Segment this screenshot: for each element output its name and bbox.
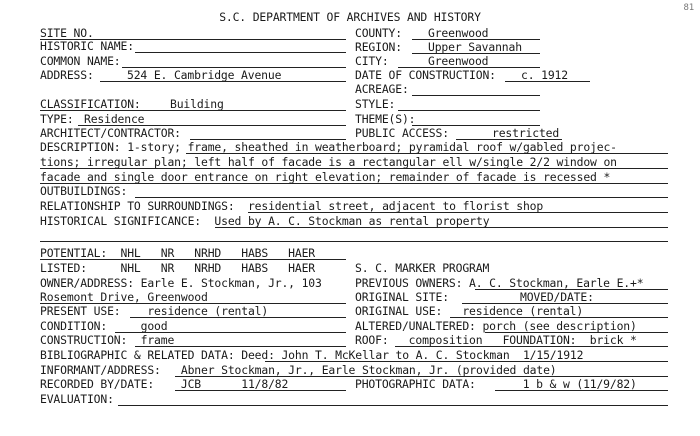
address-value: 524 E. Cambridge Avenue bbox=[127, 68, 282, 82]
address-underline bbox=[100, 81, 346, 82]
outbuildings-underline bbox=[135, 197, 668, 198]
county-value: Greenwood bbox=[428, 26, 489, 40]
condition-line: CONDITION: good bbox=[40, 319, 168, 333]
common-name-label: COMMON NAME: bbox=[40, 54, 121, 68]
description-line-1: DESCRIPTION: 1-story; frame, sheathed in weatherboard; pyramidal roof w/gabled projec- bbox=[40, 140, 617, 154]
classification-underline bbox=[40, 110, 346, 111]
present-use-underline bbox=[130, 317, 346, 318]
owner-address-line-2: Rosemont Drive, Greenwood bbox=[40, 290, 208, 304]
altered-line: ALTERED/UNALTERED: porch (see description) bbox=[355, 319, 637, 333]
listed-line: LISTED: NHL NR NRHD HABS HAER bbox=[40, 261, 316, 275]
description-underline-1 bbox=[186, 153, 668, 154]
site-no-label: SITE NO. bbox=[40, 26, 94, 40]
acreage-label: ACREAGE: bbox=[355, 82, 409, 96]
informant-line: INFORMANT/ADDRESS: Abner Stockman, Jr., Earle Stockman, Jr. (provided date) bbox=[40, 363, 557, 377]
potential-line: POTENTIAL: NHL NR NRHD HABS HAER bbox=[40, 246, 316, 260]
roof-foundation-line: ROOF: composition FOUNDATION: brick * bbox=[355, 333, 637, 347]
date-of-construction-underline bbox=[505, 81, 590, 82]
original-use-line: ORIGINAL USE: residence (rental) bbox=[355, 304, 584, 318]
style-label: STYLE: bbox=[355, 97, 396, 111]
bibliographic-line: BIBLIOGRAPHIC & RELATED DATA: Deed: John T. McKellar to A. C. Stockman 1/15/1912 bbox=[40, 348, 584, 362]
county-label: COUNTY: bbox=[355, 26, 402, 40]
photographic-data-line: PHOTOGRAPHIC DATA: 1 b & w (11/9/82) bbox=[355, 377, 637, 391]
owner-address-line-1: OWNER/ADDRESS: Earle E. Stockman, Jr., 103 bbox=[40, 276, 322, 290]
city-label: CITY: bbox=[355, 54, 389, 68]
description-underline-3 bbox=[40, 183, 668, 184]
date-of-construction-label: DATE OF CONSTRUCTION: bbox=[355, 68, 496, 82]
region-value: Upper Savannah bbox=[428, 40, 522, 54]
present-use-line: PRESENT USE: residence (rental) bbox=[40, 304, 269, 318]
historical-significance-underline bbox=[215, 227, 668, 228]
marker-program: S. C. MARKER PROGRAM bbox=[355, 261, 490, 275]
public-access-label: PUBLIC ACCESS: bbox=[355, 126, 449, 140]
evaluation-label: EVALUATION: bbox=[40, 392, 114, 406]
previous-owners-line: PREVIOUS OWNERS: A. C. Stockman, Earle E.+* bbox=[355, 276, 644, 290]
relationship-line: RELATIONSHIP TO SURROUNDINGS: residential street, adjacent to florist shop bbox=[40, 199, 544, 213]
potential-underline bbox=[40, 259, 346, 260]
type-value: Residence bbox=[84, 112, 145, 126]
page-mark: 81 bbox=[683, 3, 694, 13]
outbuildings-label: OUTBUILDINGS: bbox=[40, 184, 128, 198]
address-label: ADDRESS: bbox=[40, 68, 94, 82]
recorded-by-underline bbox=[175, 390, 346, 391]
historical-significance-underline-2 bbox=[40, 241, 668, 242]
region-label: REGION: bbox=[355, 40, 402, 54]
recorded-by-line: RECORDED BY/DATE: JCB 11/8/82 bbox=[40, 377, 289, 391]
date-of-construction-value: c. 1912 bbox=[521, 68, 568, 82]
themes-label: THEME(S): bbox=[355, 112, 416, 126]
relationship-underline bbox=[248, 212, 668, 213]
historic-name-underline bbox=[135, 52, 346, 53]
type-label: TYPE: bbox=[40, 112, 74, 126]
original-use-underline bbox=[450, 317, 668, 318]
style-underline bbox=[398, 110, 540, 111]
description-line-3: facade and single door entrance on right elevation; remainder of facade is recessed * bbox=[40, 170, 611, 184]
bibliographic-underline bbox=[265, 361, 668, 362]
city-value: Greenwood bbox=[428, 54, 489, 68]
architect-label: ARCHITECT/CONTRACTOR: bbox=[40, 126, 181, 140]
evaluation-underline bbox=[118, 405, 668, 406]
classification-value: Building bbox=[170, 97, 224, 111]
original-site-label: ORIGINAL SITE: bbox=[355, 290, 449, 304]
moved-date-label: MOVED/DATE: bbox=[520, 290, 594, 304]
public-access-value: restricted bbox=[492, 126, 560, 140]
form-title: S.C. DEPARTMENT OF ARCHIVES AND HISTORY bbox=[219, 10, 481, 24]
construction-underline bbox=[135, 346, 346, 347]
classification-label: CLASSIFICATION: bbox=[40, 97, 141, 111]
description-underline-2 bbox=[40, 168, 668, 169]
acreage-underline bbox=[412, 95, 540, 96]
historic-name-label: HISTORIC NAME: bbox=[40, 39, 134, 53]
roof-underline bbox=[395, 346, 668, 347]
description-line-2: tions; irregular plan; left half of facade is a rectangular ell w/single 2/2 window on bbox=[40, 155, 617, 169]
construction-line: CONSTRUCTION: frame bbox=[40, 333, 175, 347]
photographic-data-underline bbox=[495, 390, 668, 391]
historical-significance-line: HISTORICAL SIGNIFICANCE: Used by A. C. Stockman as rental property bbox=[40, 214, 490, 228]
